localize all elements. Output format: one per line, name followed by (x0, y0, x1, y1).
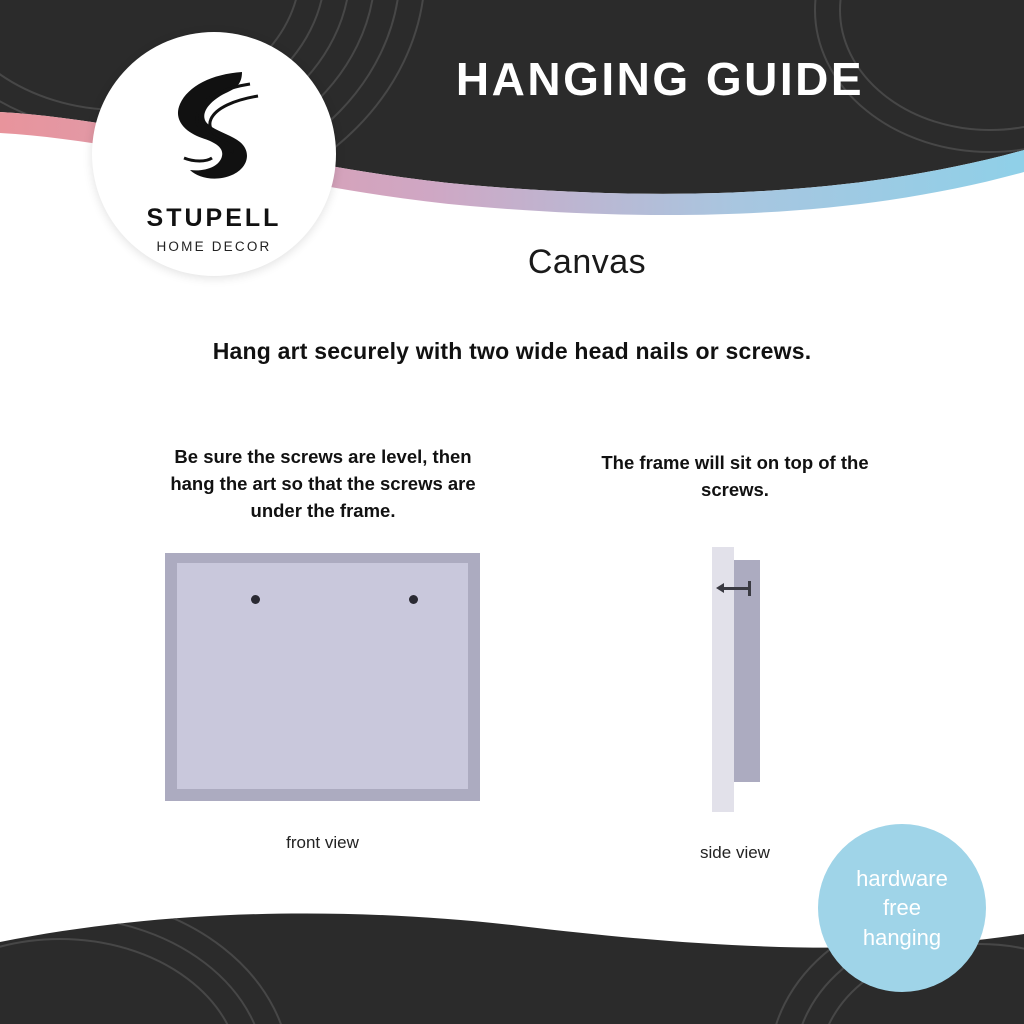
brand-logo (92, 32, 336, 276)
canvas-front-view-icon (165, 553, 480, 801)
badge-line-1: hardware (856, 866, 948, 892)
front-view-caption: Be sure the screws are level, then hang the art so that the screws are under the frame. (170, 446, 476, 521)
page-title: HANGING GUIDE (455, 53, 865, 105)
badge-line-3: hanging (862, 924, 942, 950)
main-instruction: Hang art securely with two wide head nails or screws. (212, 338, 812, 364)
brand-tagline: HOME DECOR (156, 239, 272, 254)
canvas-front-inner (177, 563, 468, 789)
screw-dot-left (251, 595, 260, 604)
product-type: Canvas (527, 243, 647, 281)
nail-arrow-icon (716, 583, 724, 593)
front-view-label: front view (286, 833, 359, 852)
stupell-swirl-logo-icon (154, 62, 274, 192)
side-view-caption: The frame will sit on top of the screws. (601, 452, 869, 500)
brand-name: STUPELL (146, 204, 282, 232)
badge-line-2: free (883, 895, 921, 921)
canvas-side-view-icon (734, 560, 760, 782)
side-view-label: side view (700, 843, 770, 862)
screw-dot-right (409, 595, 418, 604)
hardware-free-badge (818, 824, 986, 992)
nail-head-icon (748, 581, 751, 596)
